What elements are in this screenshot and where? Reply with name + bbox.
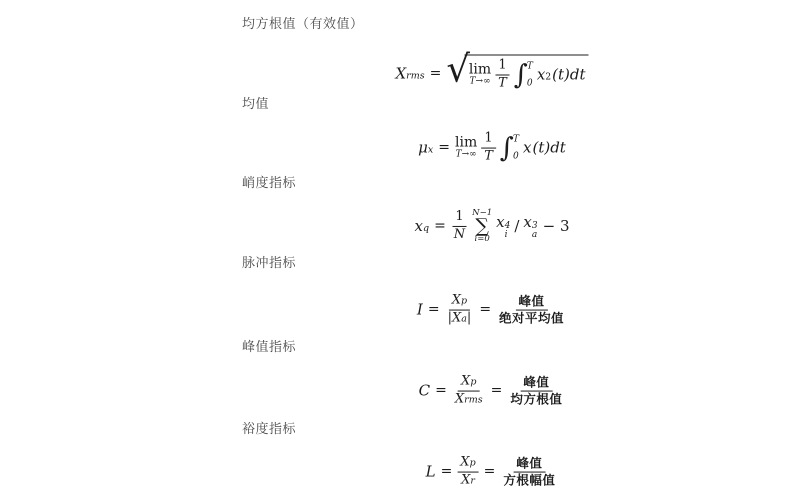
fraction-symbolic: X p X r	[457, 456, 478, 489]
fraction-1-over-T: $\frac{1}{T}$	[495, 59, 510, 92]
formula-mean	[418, 132, 566, 165]
radical-sign: √	[446, 47, 470, 91]
fraction-chinese: $\frac{\text{峰值}}{\text{绝对平均值}}$	[499, 294, 565, 326]
fraction-chinese: $\frac{\text{峰值}}{\text{均方根值}}$	[510, 375, 563, 407]
equals-sign: =	[440, 464, 453, 480]
integrand: x $_2$ (t)dt	[536, 65, 586, 84]
lhs-variable: μ x	[418, 139, 434, 157]
formula-crest	[419, 375, 566, 408]
term-xi4: x 4 i	[496, 212, 511, 240]
minus-3: − 3	[542, 217, 570, 235]
equals-sign: =	[434, 218, 446, 234]
summation-operator: N−1 ∑ i=0	[472, 207, 493, 244]
section-label-clearance: 裕度指标	[242, 421, 297, 436]
limit-operator: lim T→∞	[468, 61, 492, 87]
lhs-variable: L	[425, 463, 436, 481]
equals-sign: =	[435, 383, 447, 399]
equals-sign: =	[490, 383, 503, 399]
lhs-variable: x q	[414, 217, 430, 235]
section-label-crest: 峰值指标	[242, 339, 297, 354]
section-label-kurtosis: 峭度指标	[242, 175, 297, 190]
formula-kurtosis	[415, 209, 570, 243]
fraction-symbolic: X p X rms	[454, 373, 483, 407]
term-xa3: x 3 a	[523, 212, 538, 240]
formula-impulse	[417, 294, 567, 327]
fraction-chinese: $\frac{\text{峰值}}{\text{方根幅值}}$	[503, 456, 556, 488]
limit-operator: lim T→∞	[455, 135, 478, 160]
section-label-mean: 均值	[242, 96, 270, 111]
divide-slash: /	[514, 217, 520, 235]
radicand	[465, 55, 589, 92]
integrand: x (t)dt	[523, 139, 566, 157]
integral-operator: ∫ T 0	[499, 132, 519, 164]
fraction-1-over-T: $\frac{1}{T}$	[481, 132, 496, 165]
formula-clearance	[426, 456, 559, 489]
equals-sign: =	[479, 302, 492, 318]
section-label-rms: 均方根值（有效值）	[242, 16, 364, 31]
section-label-impulse: 脉冲指标	[242, 255, 297, 270]
lhs-variable: C	[418, 382, 431, 400]
square-root	[446, 47, 588, 92]
equals-sign: =	[429, 65, 442, 81]
equals-sign: =	[438, 140, 450, 156]
integral-operator: ∫ T 0	[513, 59, 533, 91]
lhs-variable: I	[416, 301, 423, 319]
fraction-symbolic: X p | X a |	[447, 292, 472, 326]
formula-rms	[395, 47, 588, 92]
fraction-1-over-N: $\frac{1}{N}$	[453, 208, 466, 242]
equals-sign: =	[427, 302, 440, 318]
equals-sign: =	[483, 464, 496, 480]
lhs-variable: X rms	[395, 64, 425, 82]
